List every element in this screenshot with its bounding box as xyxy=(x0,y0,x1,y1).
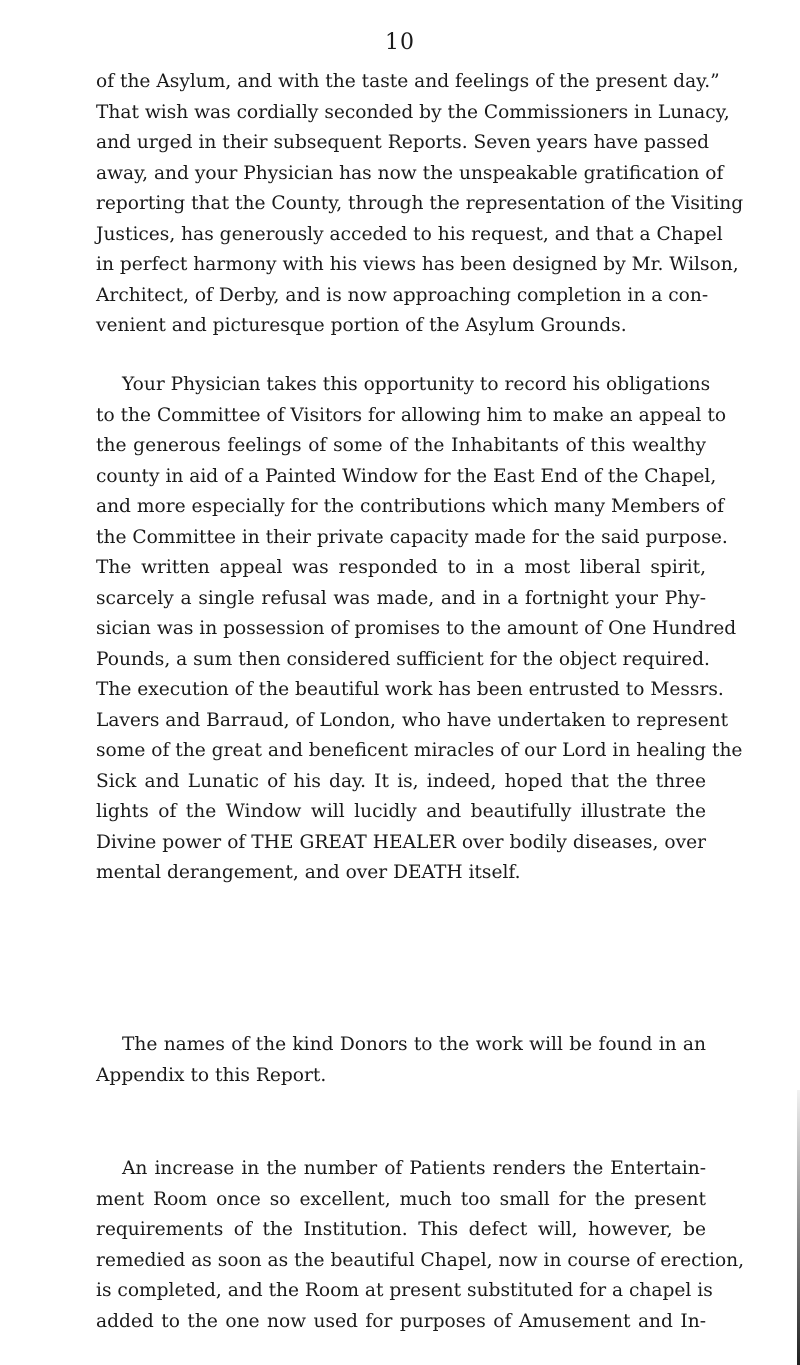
text-line: scarcely a single refusal was made, and in a fortnight your Phy- xyxy=(96,587,706,609)
text-line: in perfect harmony with his views has been designed by Mr. Wilson, xyxy=(96,254,739,275)
text-line: away, and your Physician has now the unspeakable gratification of xyxy=(96,162,724,184)
text-line: remedied as soon as the beautiful Chapel, now in course of erection, xyxy=(96,1249,745,1271)
text-line: requirements of the Institution. This defect will, however, be xyxy=(96,1219,706,1240)
text-line: added to the one now used for purposes of Amusement and In- xyxy=(96,1310,706,1332)
text-line: mental derangement, and over DEATH itself. xyxy=(96,862,521,883)
text-line: is completed, and the Room at present substituted for a chapel is xyxy=(96,1280,713,1301)
text-line: Lavers and Barraud, of London, who have undertaken to represent xyxy=(96,709,729,731)
text-line: county in aid of a Painted Window for the East End of the Chapel, xyxy=(96,465,717,487)
page-number: 10 xyxy=(385,30,415,55)
text-line: That wish was cordially seconded by the Commissioners in Lunacy, xyxy=(96,101,730,123)
text-line: Pounds, a sum then considered sufficient for the object required. xyxy=(96,648,710,670)
text-line: Justices, has generously acceded to his request, and that a Chapel xyxy=(96,223,723,245)
text-line: Architect, of Derby, and is now approaching completion in a con- xyxy=(96,284,709,306)
paragraph-1 xyxy=(96,67,744,342)
text-line: An increase in the number of Patients renders the Entertain- xyxy=(122,1158,706,1179)
text-line: The names of the kind Donors to the work will be found in an xyxy=(122,1034,706,1055)
text-line: the generous feelings of some of the Inhabitants of this wealthy xyxy=(96,435,706,456)
text-line: The execution of the beautiful work has been entrusted to Messrs. xyxy=(96,679,724,700)
text-line: The written appeal was responded to in a most liberal spirit, xyxy=(96,557,706,578)
text-line: Divine power of THE GREAT HEALER over bodily diseases, over xyxy=(96,831,706,853)
text-line: and urged in their subsequent Reports. Seven years have passed xyxy=(96,132,710,153)
text-line: of the Asylum, and with the taste and feelings of the present day.” xyxy=(96,71,720,92)
text-line: and more especially for the contributions which many Members of xyxy=(96,496,724,517)
text-line: ment Room once so excellent, much too small for the present xyxy=(96,1188,706,1210)
text-line: lights of the Window will lucidly and beautifully illustrate the xyxy=(96,801,706,822)
paragraph-4 xyxy=(96,1154,745,1337)
text-line: sician was in possession of promises to the amount of One Hundred xyxy=(96,618,737,639)
text-line: Sick and Lunatic of his day. It is, indeed, hoped that the three xyxy=(96,770,706,792)
text-line: venient and picturesque portion of the Asylum Grounds. xyxy=(96,315,627,336)
text-line: reporting that the County, through the representation of the Visiting xyxy=(96,193,744,214)
paragraph-2 xyxy=(96,370,743,889)
text-line: the Committee in their private capacity made for the said purpose. xyxy=(96,526,728,548)
text-line: Your Physician takes this opportunity to record his obligations xyxy=(122,374,711,395)
text-line: Appendix to this Report. xyxy=(96,1064,327,1086)
text-line: to the Committee of Visitors for allowing him to make an appeal to xyxy=(96,404,727,426)
paragraph-3 xyxy=(96,1030,706,1091)
text-line: some of the great and beneficent miracles of our Lord in healing the xyxy=(96,740,743,761)
